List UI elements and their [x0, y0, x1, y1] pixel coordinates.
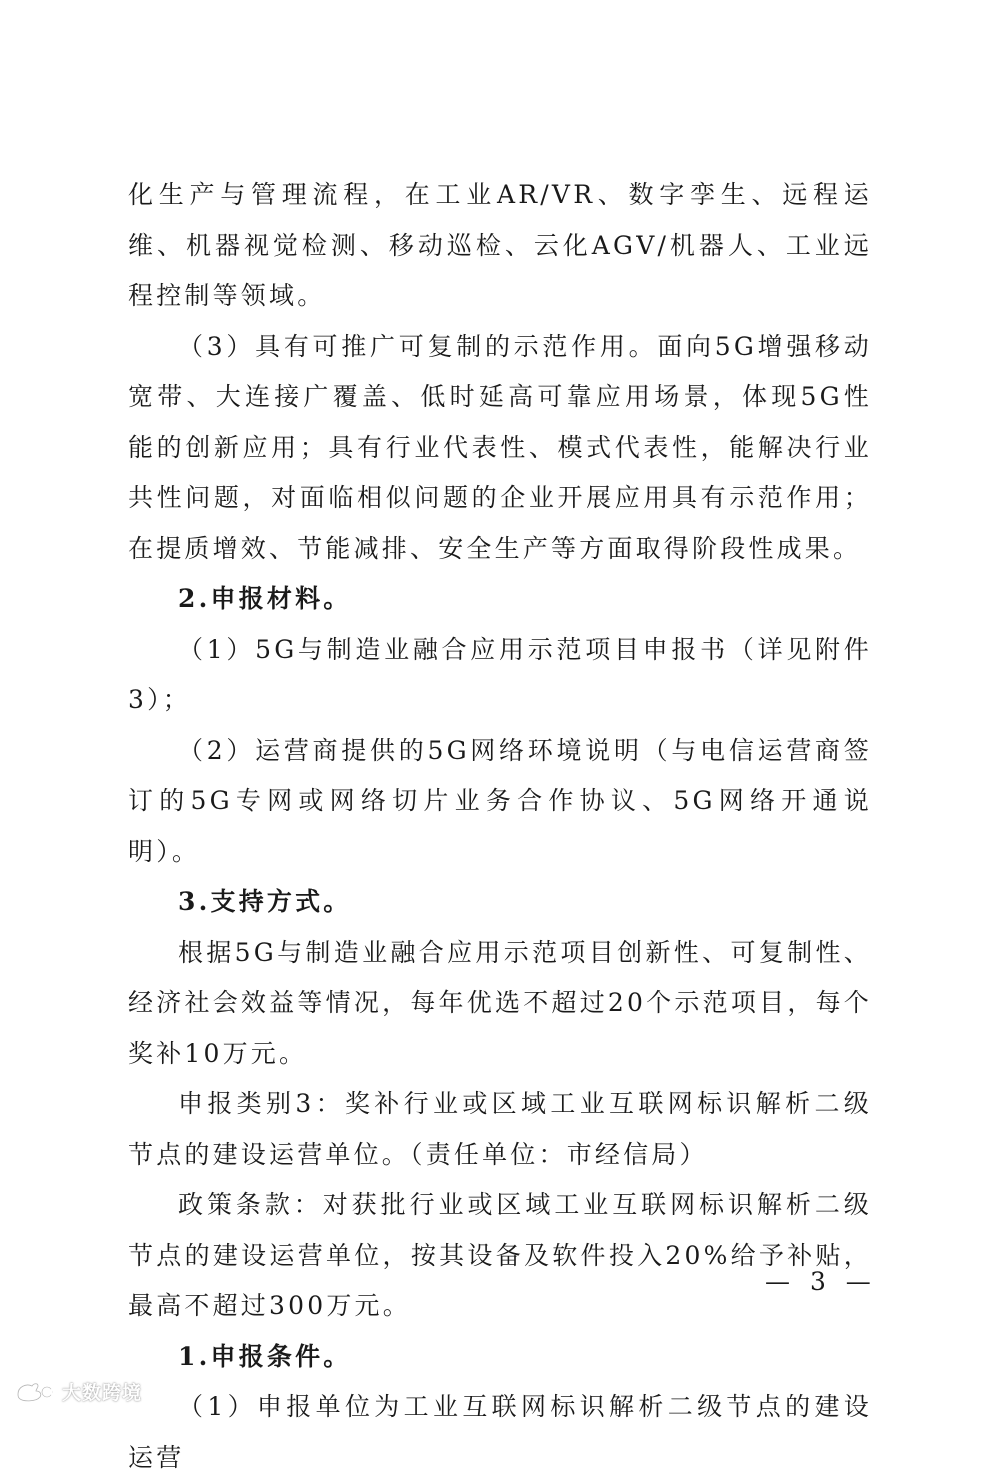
paragraph-8: 申报类别3：奖补行业或区域工业互联网标识解析二级节点的建设运营单位。（责任单位：市经信局） — [128, 1089, 872, 1169]
weibo-logo-icon — [14, 1380, 58, 1404]
section-heading-support: 3.支持方式。 — [178, 887, 352, 916]
section-heading-conditions: 1.申报条件。 — [178, 1341, 352, 1371]
paragraph-9: 政策条款：对获批行业或区域工业互联网标识解析二级节点的建设运营单位，按其设备及软件投入20%给予补贴，最高不超过300万元。 — [128, 1190, 872, 1320]
paragraph-4: （1）5G与制造业融合应用示范项目申报书（详见附件3）； — [128, 634, 872, 714]
document-body — [128, 170, 872, 1483]
watermark — [14, 1378, 142, 1405]
paragraph-1: 化生产与管理流程，在工业AR/VR、数字孪生、远程运维、机器视觉检测、移动巡检、云化AGV/机器人、工业远程控制等领域。 — [128, 180, 872, 310]
paragraph-11: （1）申报单位为工业互联网标识解析二级节点的建设运营 — [128, 1392, 872, 1472]
paragraph-5: （2）运营商提供的5G网络环境说明（与电信运营商签订的5G专网或网络切片业务合作协议、5G网络开通说明）。 — [128, 735, 872, 866]
section-heading-materials: 2.申报材料。 — [178, 584, 352, 613]
paragraph-7: 根据5G与制造业融合应用示范项目创新性、可复制性、经济社会效益等情况，每年优选不超过20个示范项目，每个奖补10万元。 — [128, 937, 872, 1068]
watermark-text: 大数跨境 — [62, 1382, 143, 1404]
page-number: — 3 — — [765, 1267, 877, 1296]
paragraph-2: （3）具有可推广可复制的示范作用。面向5G增强移动宽带、大连接广覆盖、低时延高可靠应用场景，体现5G性能的创新应用；具有行业代表性、模式代表性，能解决行业共性问题，对面临相似问题的企业开展应用具有示范作用；在提质增效、节能减排、安全生产等方面取得阶段性成果。 — [128, 331, 872, 563]
